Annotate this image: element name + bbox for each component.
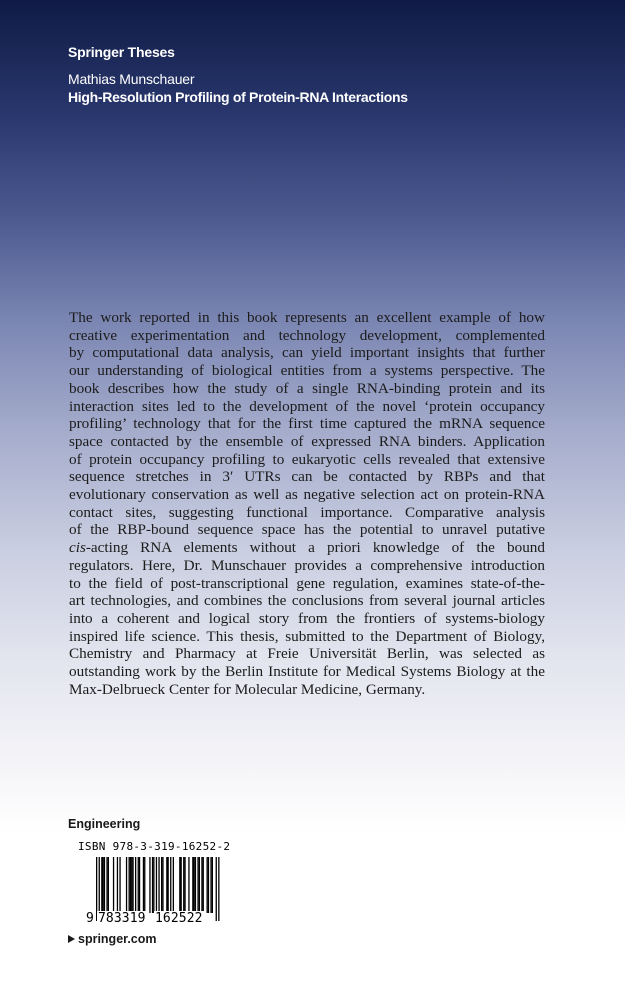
blurb-line-rest: -acting RNA elements without a priori knowledge of the bound: [85, 539, 545, 557]
blurb-line: sequence stretches in 3′ UTRs can be contacted by RBPs and that: [69, 468, 545, 486]
barcode-bar: [168, 857, 169, 913]
barcode-bar: [216, 857, 217, 921]
barcode-bar: [201, 857, 202, 913]
blurb-line: of protein occupancy profiling to eukaryotic cells revealed that extensive: [69, 450, 545, 468]
blurb-line: inspired life science. This thesis, submitted to the Department of Biology,: [69, 627, 545, 645]
barcode-bar: [161, 857, 162, 913]
triangle-right-icon: [68, 935, 75, 943]
barcode-bar: [130, 857, 131, 913]
barcode-bar: [119, 857, 120, 913]
barcode-bar: [104, 857, 105, 913]
blurb-line: creative experimentation and technology development, complemented: [69, 326, 545, 344]
blurb-line: space contacted by the ensemble of expressed RNA binders. Application: [69, 432, 545, 450]
blurb-line: contact sites, suggesting functional importance. Comparative analysis: [69, 503, 545, 521]
barcode-bar: [149, 857, 150, 913]
barcode-bar: [153, 857, 154, 913]
barcode-digit-first: 9: [86, 911, 94, 926]
blurb: [69, 309, 545, 698]
blurb-line: our understanding of biological entities from a systems perspective. The: [69, 362, 545, 380]
isbn-text: ISBN 978-3-319-16252-2: [78, 840, 231, 853]
author-name: Mathias Munschauer: [68, 71, 195, 87]
barcode-bar: [132, 857, 133, 913]
barcode-bar: [108, 857, 109, 913]
blurb-line: interaction sites led to the development of the novel ‘protein occupancy: [69, 397, 545, 415]
publisher-link[interactable]: [68, 932, 157, 946]
blurb-line: of the RBP-bound sequence space has the potential to unravel putative: [69, 521, 545, 539]
barcode: [68, 855, 220, 927]
barcode-bar: [139, 857, 140, 913]
barcode-bar: [166, 857, 167, 913]
barcode-bar: [143, 857, 144, 913]
barcode-bar: [199, 857, 200, 913]
barcode-digit-group-right: 162522: [155, 911, 203, 926]
barcode-digit-group-left: 783319: [98, 911, 146, 926]
barcode-bar: [117, 857, 118, 913]
subject-category: Engineering: [68, 817, 141, 831]
barcode-bar: [218, 857, 219, 921]
blurb-line: regulators. Here, Dr. Munschauer provides a comprehensive introduction: [69, 556, 545, 574]
barcode-bar: [203, 857, 204, 913]
barcode-bar: [192, 857, 193, 913]
barcode-bar: [131, 857, 132, 913]
barcode-bar: [208, 857, 209, 913]
barcode-bar: [106, 857, 107, 913]
barcode-bar: [173, 857, 174, 913]
blurb-line: Chemistry and Pharmacy at Freie Universität Berlin, was selected as: [69, 645, 545, 663]
blurb-line: outstanding work by the Berlin Institute for Medical Systems Biology at the: [69, 663, 545, 681]
barcode-bar: [194, 857, 195, 913]
barcode-bar: [188, 857, 189, 913]
blurb-line-italic-start: [69, 539, 545, 557]
barcode-bar: [103, 857, 104, 913]
barcode-bar: [197, 857, 198, 913]
barcode-bar: [101, 857, 102, 913]
barcode-bar: [126, 857, 127, 913]
barcode-bar: [138, 857, 139, 913]
barcode-bar: [195, 857, 196, 913]
barcode-bar: [179, 857, 180, 913]
blurb-line: Max-Delbrueck Center for Molecular Medicine, Germany.: [69, 680, 426, 698]
barcode-bar: [210, 857, 211, 913]
barcode-bar: [135, 857, 136, 913]
barcode-bar: [184, 857, 185, 913]
barcode-bar: [152, 857, 153, 913]
publisher-url[interactable]: springer.com: [78, 932, 157, 946]
barcode-bar: [212, 857, 213, 913]
barcode-bar: [129, 857, 130, 913]
barcode-bar: [144, 857, 145, 913]
blurb-line: into a coherent and logical story from the frontiers of systems-biology: [69, 609, 545, 627]
blurb-line: profiling’ technology that for the first time captured the mRNA sequence: [69, 415, 545, 433]
book-title: High-Resolution Profiling of Protein-RNA Interactions: [68, 89, 408, 105]
blurb-line: evolutionary conservation as well as negative selection act on protein-RNA: [69, 486, 545, 504]
barcode-bar: [183, 857, 184, 913]
blurb-line: art technologies, and combines the conclusions from several journal articles: [69, 592, 545, 610]
blurb-line: The work reported in this book represents an excellent example of how: [69, 309, 545, 326]
blurb-line: by computational data analysis, can yield important insights that further: [69, 344, 545, 362]
barcode-bar: [170, 857, 171, 913]
blurb-italic-word: cis: [69, 539, 86, 557]
barcode-bar: [113, 857, 114, 913]
barcode-bar: [162, 857, 163, 913]
blurb-line: to the field of post-transcriptional gene regulation, examines state-of-the-: [69, 574, 545, 592]
barcode-bar: [181, 857, 182, 913]
blurb-line: book describes how the study of a single RNA-binding protein and its: [69, 379, 545, 397]
series-title: Springer Theses: [68, 44, 175, 60]
barcode-bar: [207, 857, 208, 913]
